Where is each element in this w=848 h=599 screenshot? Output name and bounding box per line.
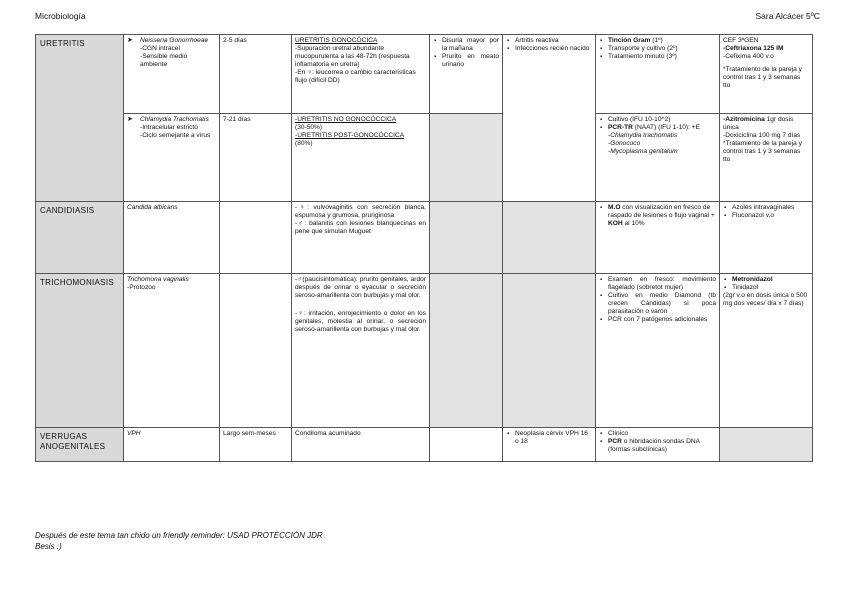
arrow-icon: ➤ <box>127 116 133 123</box>
agent-cell <box>124 274 220 428</box>
agent-cell: Candida albicans <box>124 202 220 274</box>
footer-line: Después de este tema tan chido un friendly reminder: USAD PROTECCIÓN JDR <box>35 531 323 540</box>
dx-agent: -Mycoplasma genitalum <box>608 148 678 155</box>
list-item: ▪ Neoplasia cérvix VPH 16 o 18 <box>515 430 592 446</box>
clinic-cell <box>292 114 430 202</box>
table-row <box>36 428 813 462</box>
list-item: ▪ Infecciones recién nacido <box>515 45 592 53</box>
list-item: ▪ PCR-TR (NAAT) (IFU 1-10): +E <box>608 124 716 132</box>
clinic-cell: Condiloma acuminado <box>292 428 430 462</box>
clinic-line: (80%) <box>295 140 313 147</box>
agent-detail: -Ciclo semejante a virus <box>140 132 211 139</box>
list-item: ▪ PCR o hibridación sondas DNA (formas subclínicas) <box>608 438 716 454</box>
tx-cell <box>720 428 813 462</box>
footer-line: Besis :) <box>35 542 62 551</box>
clinic-line: -Supuración uretral abundante mucopurulenta a las 48-72h (respuesta inflamatoria en uretra) <box>295 45 410 68</box>
agent-name: Chlamydia Trachomatis <box>140 116 209 123</box>
clinic-cell <box>292 35 430 114</box>
std-table <box>35 34 813 462</box>
clinic-line: -En ♀: leucorrea o cambio caracteristicas flujo (difícil DD) <box>295 69 416 84</box>
list-item: ▪ Tinidazol <box>732 284 809 292</box>
agent-cell <box>124 35 220 114</box>
list-item: ▪ Metronidazol <box>732 276 809 284</box>
complications-cell <box>503 35 596 202</box>
table-row <box>36 274 813 428</box>
incubation-cell: Largo sem-meses <box>220 428 292 462</box>
complications-cell <box>503 428 596 462</box>
symptoms-cell <box>430 114 503 202</box>
list-item: ▪ Cultivo (IFU 10-10^2) <box>608 116 716 124</box>
dx-agent: -Chlamydia trachomatis <box>608 132 678 139</box>
list-item: ▪ Prurito en meato urinario <box>442 53 499 69</box>
tx-note: *Tratamiento de la pareja y control tras 1 y 3 semanas tto <box>723 66 802 89</box>
symptoms-cell <box>430 202 503 274</box>
list-item: ▪ PCR con 7 patógenos adicionales <box>608 316 716 324</box>
tx-note: *Tratamiento de la pareja y control tras 1 y 3 semanas tto <box>723 140 802 163</box>
agent-name: Neisseria Gonorrhoeae <box>140 37 209 44</box>
list-item: ▪ M.O con visualización en fresco de raspado de lesiones o flujo vaginal + KOH al 10% <box>608 204 716 228</box>
list-item: ▪ Fluconazol v.o <box>732 212 809 220</box>
clinic-cell <box>292 274 430 428</box>
clinic-line: -♀: irritación, enrojecimiento o dolor en los genitales, molestia al orinar, o secreción seroso-amarillenta con burbujas y mal olor. <box>295 310 426 333</box>
list-item: ▪ Cultivo en medio Diamond (tb crecen Cándidas) si poca parasitación o varón <box>608 292 716 316</box>
dx-cell <box>596 114 720 202</box>
list-item: ▪ Transporte y cultivo (2º) <box>608 45 716 53</box>
clinic-line: (30-50%) <box>295 124 323 131</box>
clinic-line: -♂: balanitis con lesiones blanquecinas en pene que simulan Muguet <box>295 220 426 235</box>
dx-cell <box>596 428 720 462</box>
tx-cell <box>720 202 813 274</box>
dx-cell <box>596 274 720 428</box>
row-name-candidiasis: CANDIDIASIS <box>36 202 124 274</box>
list-item: ▪ Examen en fresco: movimiento flagelado (sobretot mujer) <box>608 276 716 292</box>
tx-cell <box>720 274 813 428</box>
incubation-cell <box>220 274 292 428</box>
agent-detail: -Intracelular estricto <box>140 124 198 131</box>
dx-cell <box>596 35 720 114</box>
symptoms-cell <box>430 428 503 462</box>
incubation-cell: 2-5 días <box>220 35 292 114</box>
table-row <box>36 114 813 202</box>
agent-detail: -CGN intracel <box>140 45 180 52</box>
header-subject: Microbiología <box>35 11 86 21</box>
row-name-trichomoniasis: TRICHOMONIASIS <box>36 274 124 428</box>
list-item: ▪ Clínico <box>608 430 716 438</box>
tx-alt: -Doxiciclina 100 mg 7 días <box>723 132 801 139</box>
arrow-icon: ➤ <box>127 37 133 44</box>
tx-alt: -Cefixima 400 v.o <box>723 53 774 60</box>
tx-head: CEF 3ªGEN <box>723 37 759 44</box>
tx-drug: -Ceftriaxona 125 IM <box>723 45 784 52</box>
list-item: ▪ Tinción Gram (1º) <box>608 37 716 45</box>
incubation-cell <box>220 202 292 274</box>
clinic-title: -URETRITIS POST-GONOCÓCCICA <box>295 132 405 139</box>
symptoms-cell <box>430 274 503 428</box>
dx-agent: -Gonococo <box>608 140 641 147</box>
clinic-title: -URETRITIS NO GONOCÓCCICA <box>295 116 397 123</box>
tx-drug: -Azitromicina <box>723 116 765 123</box>
list-item: ▪ Tratamiento minuto (3º) <box>608 53 716 61</box>
clinic-line: -♀: vulvovaginitis con secreción blanca, espumosa y grumosa, pruriginosa <box>295 204 426 219</box>
header-author: Sara Alcácer 5ºC <box>755 11 820 21</box>
clinic-line: -♂(paucisintomática): prurito genitales, ardor después de orinar o eyacular o secreción seroso-amarillenta con burbujas y mal olor. <box>295 276 426 299</box>
agent-name: Trichomona vaginalis <box>127 276 189 283</box>
symptoms-cell <box>430 35 503 114</box>
complications-cell <box>503 274 596 428</box>
dx-cell <box>596 202 720 274</box>
list-item: ▪ Azoles intravaginales <box>732 204 809 212</box>
footer-note <box>35 530 323 552</box>
incubation-cell: 7-21 días <box>220 114 292 202</box>
tx-dose: (2gr v.o en dosis única o 500 mg dos veces/ día x 7 días) <box>723 292 808 307</box>
table-row <box>36 202 813 274</box>
table-row <box>36 35 813 114</box>
agent-detail: -Sensible medio ambiente <box>140 53 188 68</box>
clinic-cell <box>292 202 430 274</box>
row-name-verrugas: VERRUGAS ANOGENITALES <box>36 428 124 462</box>
row-name-uretritis: URETRITIS <box>36 35 124 202</box>
complications-cell <box>503 202 596 274</box>
agent-detail: -Protozoo <box>127 284 156 291</box>
list-item: ▪ Artritis reactiva <box>515 37 592 45</box>
tx-cell <box>720 35 813 114</box>
list-item: ▪ Disuria mayor por la mañana <box>442 37 499 53</box>
tx-cell: -Azitromicina 1gr dosis única -Doxiciclina 100 mg 7 días *Tratamiento de la pareja y control tras 1 y 3 semanas tto <box>720 114 813 202</box>
agent-cell <box>124 114 220 202</box>
clinic-title: URETRITIS GONOCÓCICA <box>295 37 378 44</box>
agent-cell: VPH <box>124 428 220 462</box>
